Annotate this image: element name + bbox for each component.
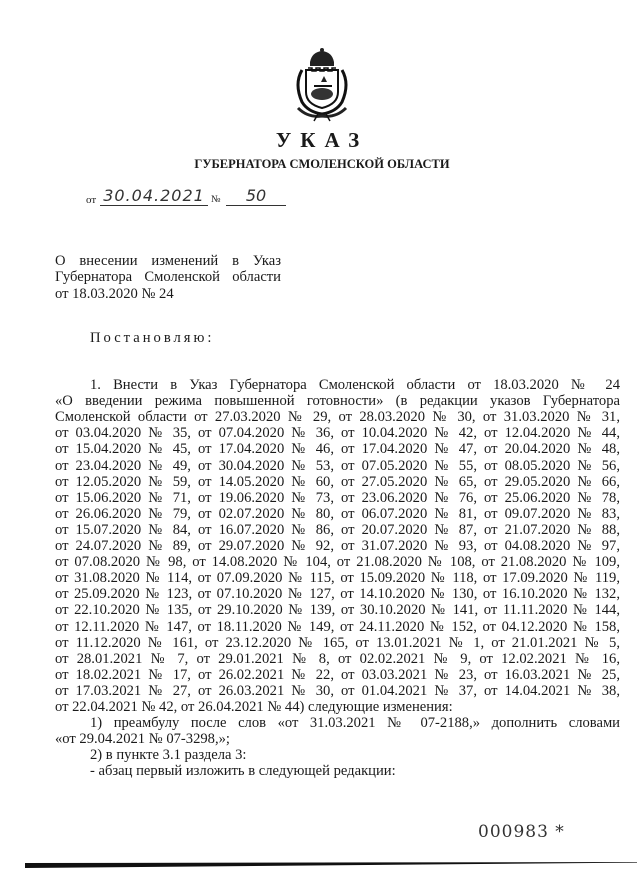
body-line: от 28.01.2021 № 7, от 29.01.2021 № 8, от 02.02.2021 № 9, от 12.02.2021 № 16, — [55, 650, 620, 667]
body-line: от 25.09.2020 № 123, от 07.10.2020 № 127, от 14.10.2020 № 130, от 16.10.2020 № 132, — [55, 586, 620, 603]
date-number-line — [86, 186, 296, 208]
document-title: УКАЗ — [275, 128, 369, 152]
body-line: Смоленской области от 27.03.2020 № 29, от 28.03.2020 № 30, от 31.03.2020 № 31, — [55, 409, 620, 426]
body-line: от 22.04.2021 № 42, от 26.04.2021 № 44) следующие изменения: — [55, 699, 453, 715]
serial-number: 000983 * — [478, 822, 565, 842]
subject-line: О внесении изменений в Указ — [55, 253, 281, 269]
body-line: от 15.07.2020 № 84, от 16.07.2020 № 86, от 20.07.2020 № 87, от 21.07.2020 № 88, — [55, 521, 620, 538]
body-line: 2) в пункте 3.1 раздела 3: — [90, 747, 247, 764]
body-line: от 18.02.2021 № 17, от 26.02.2021 № 22, от 03.03.2021 № 23, от 16.03.2021 № 25, — [55, 666, 620, 683]
handwritten-date: 30.04.2021 — [100, 186, 208, 206]
body-line: от 12.11.2020 № 147, от 18.11.2020 № 149, от 24.11.2020 № 152, от 04.12.2020 № 158, — [55, 618, 620, 635]
body-line: «О введении режима повышенной готовности» (в редакции указов Губернатора — [55, 393, 620, 410]
body-line: от 26.06.2020 № 79, от 02.07.2020 № 80, от 06.07.2020 № 81, от 09.07.2020 № 83, — [55, 505, 620, 522]
body-line: 1) преамбулу после слов «от 31.03.2021 № 07-2188,» дополнить словами — [90, 715, 620, 732]
body-line: - абзац первый изложить в следующей редакции: — [90, 763, 396, 780]
body-line: от 12.05.2020 № 59, от 14.05.2020 № 60, от 27.05.2020 № 65, от 29.05.2020 № 66, — [55, 473, 620, 490]
body-line: от 31.08.2020 № 114, от 07.09.2020 № 115, от 15.09.2020 № 118, от 17.09.2020 № 119, — [55, 570, 620, 587]
subject-line: от 18.03.2020 № 24 — [55, 286, 174, 302]
coat-of-arms-emblem — [288, 48, 356, 122]
date-prefix: от — [86, 194, 97, 206]
handwritten-number: 50 — [226, 186, 286, 206]
body-line: от 23.04.2020 № 49, от 30.04.2020 № 53, от 07.05.2020 № 55, от 08.05.2020 № 56, — [55, 457, 620, 474]
decree-word: Постановляю: — [90, 330, 215, 346]
body-line: от 22.10.2020 № 135, от 29.10.2020 № 139, от 30.10.2020 № 141, от 11.11.2020 № 144, — [55, 602, 620, 619]
number-prefix: № — [211, 194, 221, 205]
body-line: «от 29.04.2021 № 07-3298,»; — [55, 731, 230, 748]
body-line: от 15.06.2020 № 71, от 19.06.2020 № 73, от 23.06.2020 № 76, от 25.06.2020 № 78, — [55, 489, 620, 506]
body-line: 1. Внести в Указ Губернатора Смоленской области от 18.03.2020 № 24 — [90, 377, 620, 393]
body-line: от 07.08.2020 № 98, от 14.08.2020 № 104, от 21.08.2020 № 108, от 21.08.2020 № 109, — [55, 554, 620, 571]
subject-line: Губернатора Смоленской области — [55, 269, 281, 285]
body-line: от 15.04.2020 № 45, от 17.04.2020 № 46, от 17.04.2020 № 47, от 20.04.2020 № 48, — [55, 441, 620, 458]
body-line: от 11.12.2020 № 161, от 23.12.2020 № 165, от 13.01.2021 № 1, от 21.01.2021 № 5, — [55, 634, 620, 651]
body-line: от 24.07.2020 № 89, от 29.07.2020 № 92, от 31.07.2020 № 93, от 04.08.2020 № 97, — [55, 538, 620, 554]
footer-rule — [25, 862, 637, 868]
document-subtitle: ГУБЕРНАТОРА СМОЛЕНСКОЙ ОБЛАСТИ — [194, 157, 450, 171]
body-line: от 03.04.2020 № 35, от 07.04.2020 № 36, от 10.04.2020 № 42, от 12.04.2020 № 44, — [55, 425, 620, 442]
body-line: от 17.03.2021 № 27, от 26.03.2021 № 30, от 01.04.2021 № 37, от 14.04.2021 № 38, — [55, 682, 620, 699]
